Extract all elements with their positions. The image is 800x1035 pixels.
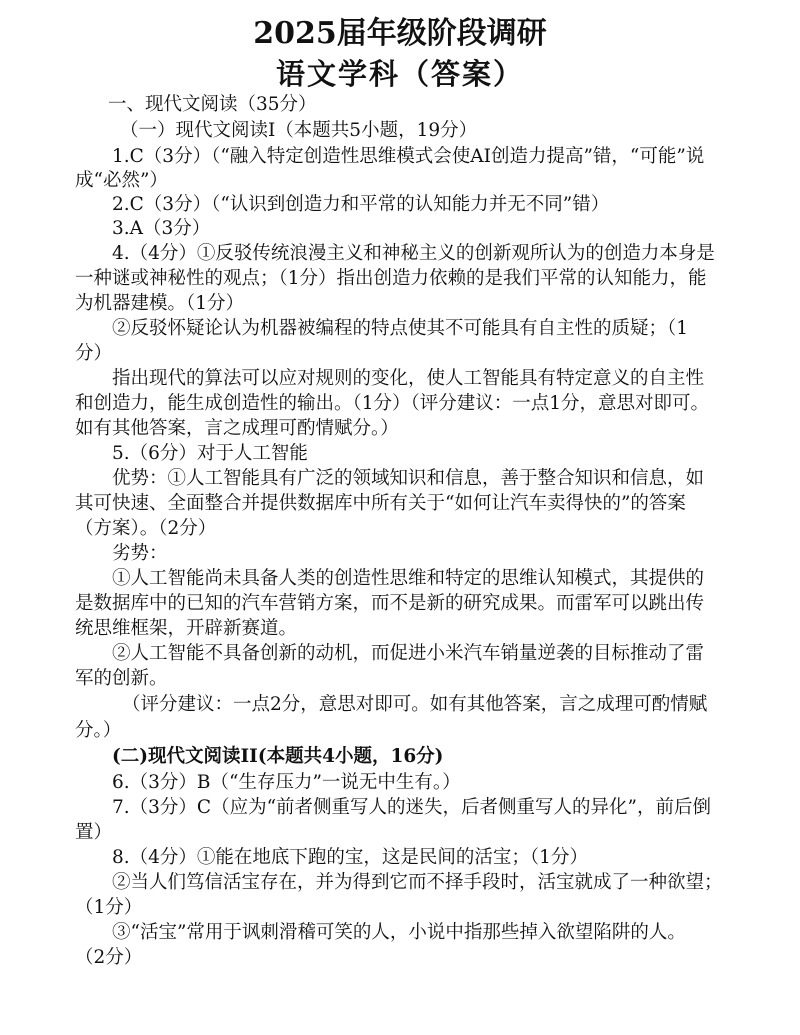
answer-line: 置）: [75, 822, 113, 843]
answer-line: 7.（3分）C（应为“前者侧重写人的迷失，后者侧重写人的异化”，前后倒: [112, 797, 711, 818]
answer-line: 军的创新。: [75, 668, 168, 689]
answer-line: （评分建议：一点2分，意思对即可。如有其他答案，言之成理可酌情赋: [122, 694, 708, 715]
answer-line: 3.A（3分）: [112, 218, 211, 239]
answer-line: 4.（4分）①反驳传统浪漫主义和神秘主义的创新观所认为的创造力本身是: [112, 243, 715, 264]
answer-line: 分）: [75, 343, 113, 364]
answer-line: 一种谜或神秘性的观点；（1分）指出创造力依赖的是我们平常的认知能力，能: [75, 268, 707, 289]
answer-line: （1分）: [75, 897, 143, 918]
answer-line: （方案）。（2分）: [75, 518, 217, 539]
answer-line: 2.C（3分）（“认识到创造力和平常的认知能力并无不同”错）: [112, 194, 610, 215]
answer-line: 6.（3分）B（“生存压力”一说无中生有。）: [112, 772, 461, 793]
subsection-heading: （一）现代文阅读Ⅰ（本题共5小题，19分）: [120, 120, 478, 141]
answer-line: ①人工智能尚未具备人类的创造性思维和特定的思维认知模式，其提供的: [112, 568, 705, 589]
answer-line: 8.（4分）①能在地底下跑的宝，这是民间的活宝；（1分）: [112, 847, 588, 868]
answer-line: 为机器建模。（1分）: [75, 293, 245, 314]
answer-line: ③“活宝”常用于讽刺滑稽可笑的人，小说中指那些掉入欲望陷阱的人。: [112, 922, 686, 943]
answer-line: 5.（6分）对于人工智能: [112, 443, 308, 464]
document-title: 2025届年级阶段调研: [253, 16, 547, 51]
section-heading: 一、现代文阅读（35分）: [108, 94, 317, 115]
answer-line: 优势：①人工智能具有广泛的领域知识和信息，善于整合知识和信息，如: [112, 468, 705, 489]
answer-line: 统思维框架，开辟新赛道。: [75, 618, 298, 639]
answer-line: 如有其他答案，言之成理可酌情赋分。）: [75, 418, 399, 439]
subsection-heading: (二)现代文阅读II(本题共4小题，16分): [112, 746, 444, 767]
answer-line: 成“必然”）: [75, 170, 168, 191]
answer-line: 分。）: [75, 720, 122, 741]
answer-line: 是数据库中的已知的汽车营销方案，而不是新的研究成果。而雷军可以跳出传: [75, 593, 705, 614]
answer-line: （2分）: [75, 947, 143, 968]
answer-line: ②当人们笃信活宝存在，并为得到它而不择手段时，活宝就成了一种欲望；: [112, 872, 723, 893]
answer-line: 1.C（3分）（“融入特定创造性思维模式会使AI创造力提高”错，“可能”说: [112, 146, 705, 167]
answer-line: 劣势：: [112, 543, 168, 564]
answer-line: 和创造力，能生成创造性的输出。（1分）（评分建议：一点1分，意思对即可。: [75, 393, 710, 414]
answer-line: ②反驳怀疑论认为机器被编程的特点使其不可能具有自主性的质疑；（1: [112, 318, 689, 339]
answer-line: ②人工智能不具备创新的动机，而促进小米汽车销量逆袭的目标推动了雷: [112, 643, 705, 664]
document-subtitle: 语文学科（答案）: [275, 57, 524, 91]
answer-line: 指出现代的算法可以应对规则的变化，使人工智能具有特定意义的自主性: [112, 368, 705, 389]
answer-line: 其可快速、全面整合并提供数据库中所有关于“如何让汽车卖得快的”的答案: [75, 493, 686, 514]
